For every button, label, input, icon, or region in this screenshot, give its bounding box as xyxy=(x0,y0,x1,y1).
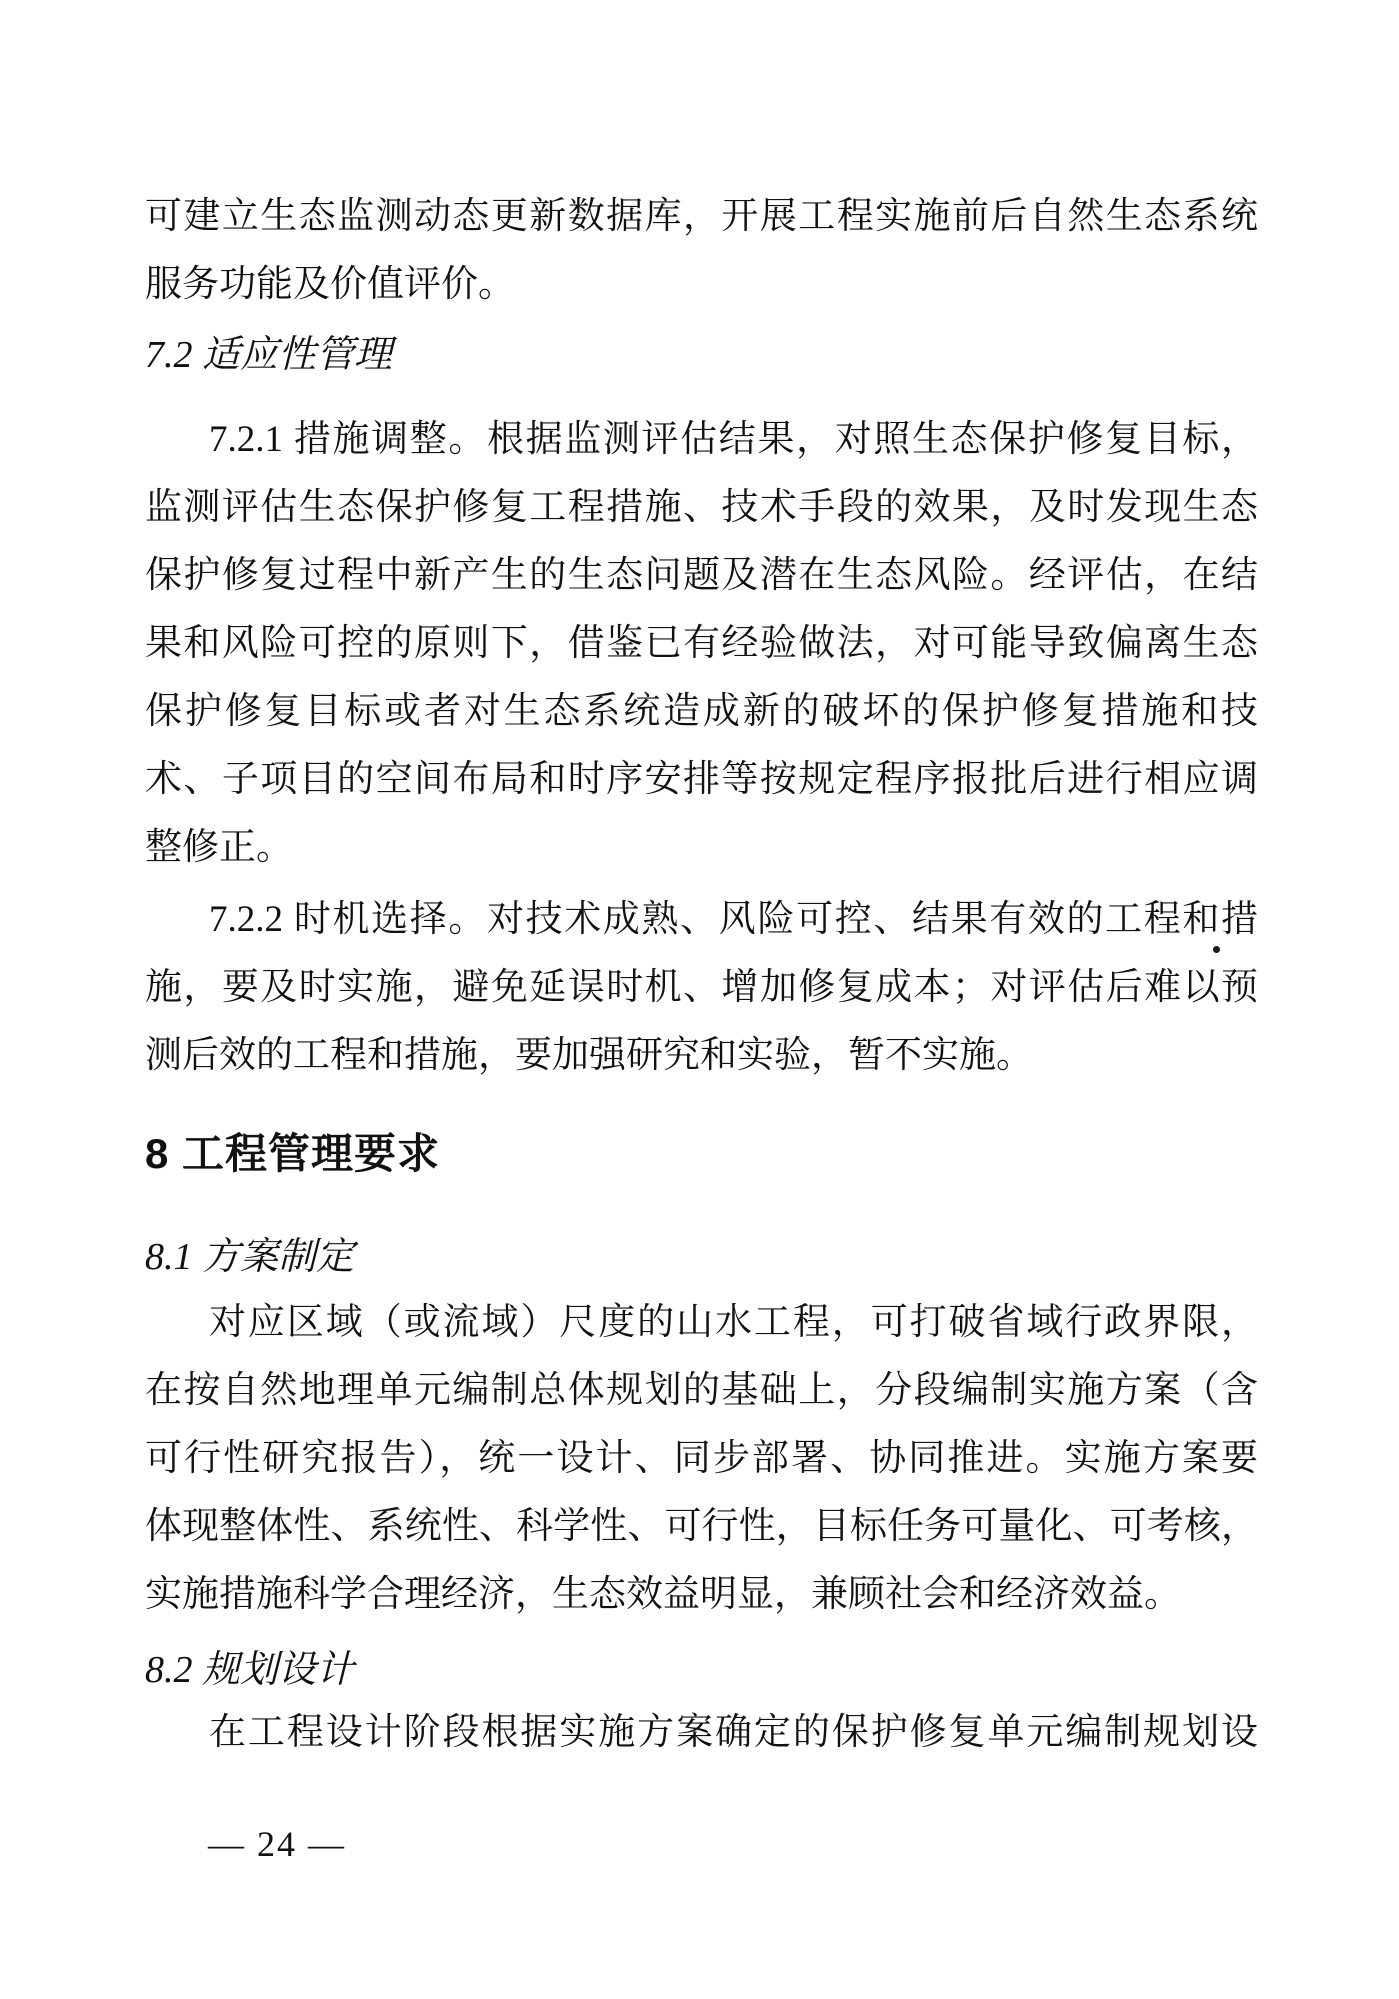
section-heading-8-2 xyxy=(145,1636,1258,1704)
body-line: 保护修复过程中新产生的生态问题及潜在生态风险。经评估，在结 xyxy=(145,555,1258,596)
body-line: 施，要及时实施，避免延误时机、增加修复成本；对评估后难以预 xyxy=(145,967,1258,1008)
body-line: 保护修复目标或者对生态系统造成新的破坏的保护修复措施和技 xyxy=(145,691,1258,732)
body-line: 在工程设计阶段根据实施方案确定的保护修复单元编制规划设 xyxy=(209,1712,1258,1753)
section-heading-8 xyxy=(145,1118,1258,1190)
paragraph-intro xyxy=(145,183,1258,319)
body-line: 监测评估生态保护修复工程措施、技术手段的效果，及时发现生态 xyxy=(145,487,1258,528)
section-heading-text: 8 工程管理要求 xyxy=(145,1130,441,1177)
ink-dot xyxy=(1213,946,1220,953)
section-heading-7-2 xyxy=(145,321,1258,389)
body-line: 可建立生态监测动态更新数据库，开展工程实施前后自然生态系统 xyxy=(145,196,1258,237)
body-line: 对应区域（或流域）尺度的山水工程，可打破省域行政界限， xyxy=(209,1302,1258,1343)
paragraph-7-2-1 xyxy=(145,406,1258,882)
page-number: — 24 — xyxy=(208,1824,346,1864)
section-heading-text: 8.2 规划设计 xyxy=(145,1649,355,1691)
body-line: 体现整体性、系统性、科学性、可行性，目标任务可量化、可考核， xyxy=(145,1506,1258,1547)
paragraph-8-2 xyxy=(145,1699,1258,1767)
body-line: 整修正。 xyxy=(145,827,293,868)
body-line: 实施措施科学合理经济，生态效益明显，兼顾社会和经济效益。 xyxy=(145,1574,1181,1615)
body-line: 果和风险可控的原则下，借鉴已有经验做法，对可能导致偏离生态 xyxy=(145,623,1258,664)
section-heading-8-1 xyxy=(145,1223,1258,1291)
section-heading-text: 8.1 方案制定 xyxy=(145,1236,355,1278)
paragraph-7-2-2 xyxy=(145,886,1258,1090)
body-line: 测后效的工程和措施，要加强研究和实验，暂不实施。 xyxy=(145,1035,1033,1076)
section-heading-text: 7.2 适应性管理 xyxy=(145,334,393,376)
body-line: 在按自然地理单元编制总体规划的基础上，分段编制实施方案（含 xyxy=(145,1370,1258,1411)
body-line: 术、子项目的空间布局和时序安排等按规定程序报批后进行相应调 xyxy=(145,759,1258,800)
body-line: 服务功能及价值评价。 xyxy=(145,264,515,305)
body-line: 7.2.1 措施调整。根据监测评估结果，对照生态保护修复目标， xyxy=(209,419,1258,460)
paragraph-8-1 xyxy=(145,1289,1258,1629)
body-line: 可行性研究报告），统一设计、同步部署、协同推进。实施方案要 xyxy=(145,1438,1258,1479)
body-line: 7.2.2 时机选择。对技术成熟、风险可控、结果有效的工程和措 xyxy=(209,899,1258,940)
